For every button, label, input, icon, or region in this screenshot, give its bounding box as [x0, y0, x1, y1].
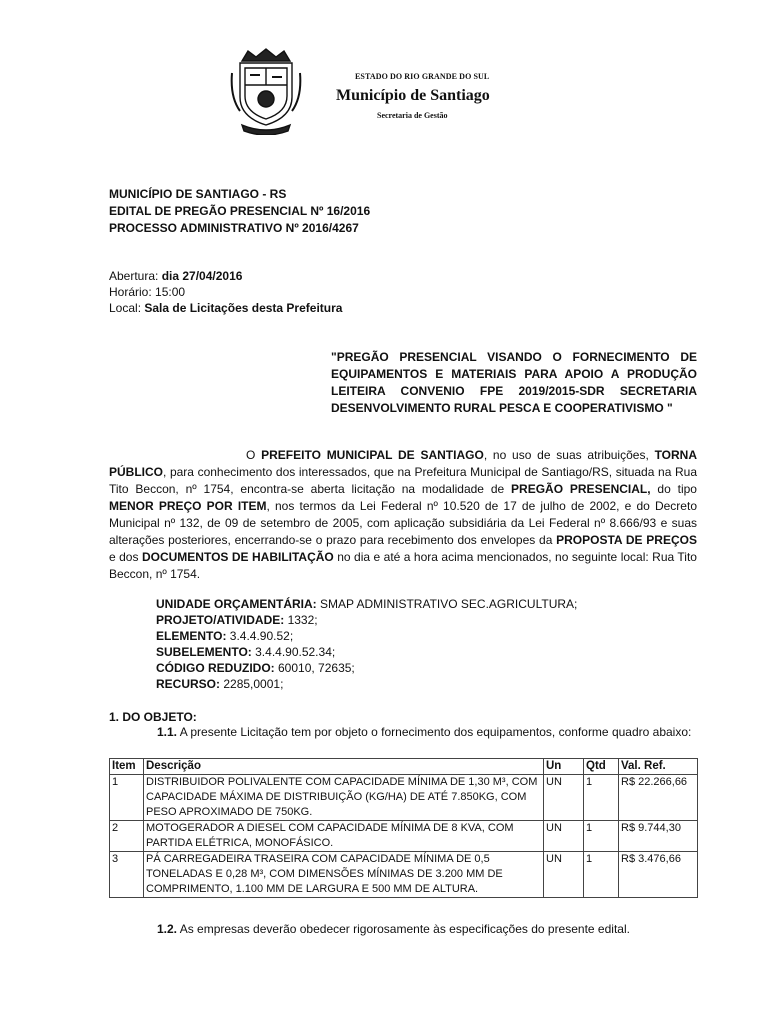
budget-label: SUBELEMENTO: — [156, 645, 252, 659]
preamble-text: e dos — [109, 550, 142, 564]
preamble-text: , nos termos da Lei Federal nº 10.520 de 17 de julho de 2002, e do Decreto Municipal nº 132, de 09 de setembro de 2005, com aplicação subsidiária da Lei Federal nº 8.666/93 e suas alterações posteriores, encerrando-se o prazo para recebimento dos envelopes da — [109, 499, 697, 547]
cell-quantity: 1 — [584, 852, 619, 898]
cell-description: PÁ CARREGADEIRA TRASEIRA COM CAPACIDADE MÍNIMA DE 0,5 TONELADAS E 0,28 M³, COM DIMENSÕES MÍNIMAS DE 3.200 MM DE COMPRIMENTO, 1.100 MM DE LARGURA E 500 MM DE ALTURA. — [144, 852, 544, 898]
budget-value: 1332; — [284, 613, 318, 627]
cell-unit: UN — [544, 852, 584, 898]
section-1-2-text — [157, 921, 630, 937]
municipal-coat-of-arms-icon — [228, 47, 304, 135]
budget-value: 3.4.4.90.52; — [226, 629, 294, 643]
opening-date-label: Abertura: — [109, 269, 162, 283]
opening-time: Horário: 15:00 — [109, 285, 186, 299]
cell-reference-value: R$ 22.266,66 — [619, 775, 698, 821]
budget-label: CÓDIGO REDUZIDO: — [156, 661, 275, 675]
budget-line — [156, 596, 577, 612]
col-header-unit: Un — [544, 759, 584, 775]
budget-label: UNIDADE ORÇAMENTÁRIA: — [156, 597, 317, 611]
preamble-text: O — [246, 448, 262, 462]
preamble-bold: PREGÃO PRESENCIAL, — [511, 482, 651, 496]
table-row — [110, 775, 698, 821]
col-header-reference-value: Val. Ref. — [619, 759, 698, 775]
letterhead-state: ESTADO DO RIO GRANDE DO SUL — [355, 72, 490, 81]
letterhead-department: Secretaria de Gestão — [377, 111, 448, 120]
cell-quantity: 1 — [584, 775, 619, 821]
budget-label: PROJETO/ATIVIDADE: — [156, 613, 285, 627]
cell-item: 2 — [110, 821, 144, 852]
cell-reference-value: R$ 3.476,66 — [619, 852, 698, 898]
items-table — [109, 758, 698, 898]
opening-place — [109, 300, 342, 316]
clause-text: A presente Licitação tem por objeto o fornecimento dos equipamentos, conforme quadro abaixo: — [177, 725, 692, 739]
budget-value: 3.4.4.90.52.34; — [251, 645, 336, 659]
budget-label: ELEMENTO: — [156, 629, 227, 643]
section-1-1-text — [109, 724, 697, 741]
clause-number: 1.1. — [157, 725, 178, 739]
cell-unit: UN — [544, 775, 584, 821]
heading-edital-number: EDITAL DE PREGÃO PRESENCIAL Nº 16/2016 — [109, 204, 371, 218]
heading-municipality: MUNICÍPIO DE SANTIAGO - RS — [109, 187, 287, 201]
opening-date — [109, 268, 242, 284]
budget-line — [156, 660, 577, 676]
col-header-description: Descrição — [144, 759, 544, 775]
cell-item: 3 — [110, 852, 144, 898]
preamble-bold: PREFEITO MUNICIPAL DE SANTIAGO — [261, 448, 484, 462]
table-row — [110, 821, 698, 852]
budget-value: SMAP ADMINISTRATIVO SEC.AGRICULTURA; — [316, 597, 578, 611]
budget-line — [156, 612, 577, 628]
opening-place-label: Local: — [109, 301, 145, 315]
preamble-text: , no uso de suas atribuições, — [483, 448, 655, 462]
preamble-text: , para conhecimento dos interessados, que na Prefeitura Municipal de Santiago/RS, situada na Rua Tito Beccon, nº 1754, encontra-se aberta licitação na modalidade de — [109, 465, 697, 496]
cell-unit: UN — [544, 821, 584, 852]
table-header-row — [110, 759, 698, 775]
cell-description: DISTRIBUIDOR POLIVALENTE COM CAPACIDADE MÍNIMA DE 1,30 M³, COM CAPACIDADE MÁXIMA DE DISTRIBUIÇÃO (KG/HA) DE ATÉ 7.850KG, COM PESO APROXIMADO DE 750KG. — [144, 775, 544, 821]
preamble-text: no dia e até a hora acima mencionados, no seguinte local: Rua Tito Beccon, nº 1754. — [109, 550, 697, 581]
budget-line — [156, 644, 577, 660]
preamble-bold: MENOR PREÇO POR ITEM — [109, 499, 267, 513]
cell-reference-value: R$ 9.744,30 — [619, 821, 698, 852]
section-1-title: 1. DO OBJETO: — [109, 710, 197, 724]
clause-number: 1.2. — [157, 922, 178, 936]
opening-date-value: dia 27/04/2016 — [161, 269, 243, 283]
heading-process-number: PROCESSO ADMINISTRATIVO Nº 2016/4267 — [109, 221, 359, 235]
col-header-quantity: Qtd — [584, 759, 619, 775]
clause-text: As empresas deverão obedecer rigorosamente às especificações do presente edital. — [177, 922, 630, 936]
budget-line — [156, 628, 577, 644]
object-summary-quote: "PREGÃO PRESENCIAL VISANDO O FORNECIMENTO DE EQUIPAMENTOS E MATERIAIS PARA APOIO A PRODUÇÃO LEITEIRA CONVENIO FPE 2019/2015-SDR SECRETARIA DESENVOLVIMENTO RURAL PESCA E COOPERATIVISMO " — [331, 350, 697, 415]
preamble-text: do tipo — [650, 482, 697, 496]
budget-label: RECURSO: — [156, 677, 221, 691]
budget-allocation — [156, 596, 577, 692]
cell-quantity: 1 — [584, 821, 619, 852]
budget-value: 2285,0001; — [220, 677, 284, 691]
cell-item: 1 — [110, 775, 144, 821]
preamble-bold: DOCUMENTOS DE HABILITAÇÃO — [141, 550, 334, 564]
preamble-bold: TORNA PÚBLICO — [109, 448, 698, 479]
preamble-bold: PROPOSTA DE PREÇOS — [556, 533, 697, 547]
table-row — [110, 852, 698, 898]
preamble-paragraph — [109, 447, 697, 583]
cell-description: MOTOGERADOR A DIESEL COM CAPACIDADE MÍNIMA DE 8 KVA, COM PARTIDA ELÉTRICA, MONOFÁSICO. — [144, 821, 544, 852]
letterhead-municipality: Município de Santiago — [336, 87, 490, 104]
opening-place-value: Sala de Licitações desta Prefeitura — [144, 301, 343, 315]
budget-line — [156, 676, 577, 692]
budget-value: 60010, 72635; — [274, 661, 355, 675]
col-header-item: Item — [110, 759, 144, 775]
